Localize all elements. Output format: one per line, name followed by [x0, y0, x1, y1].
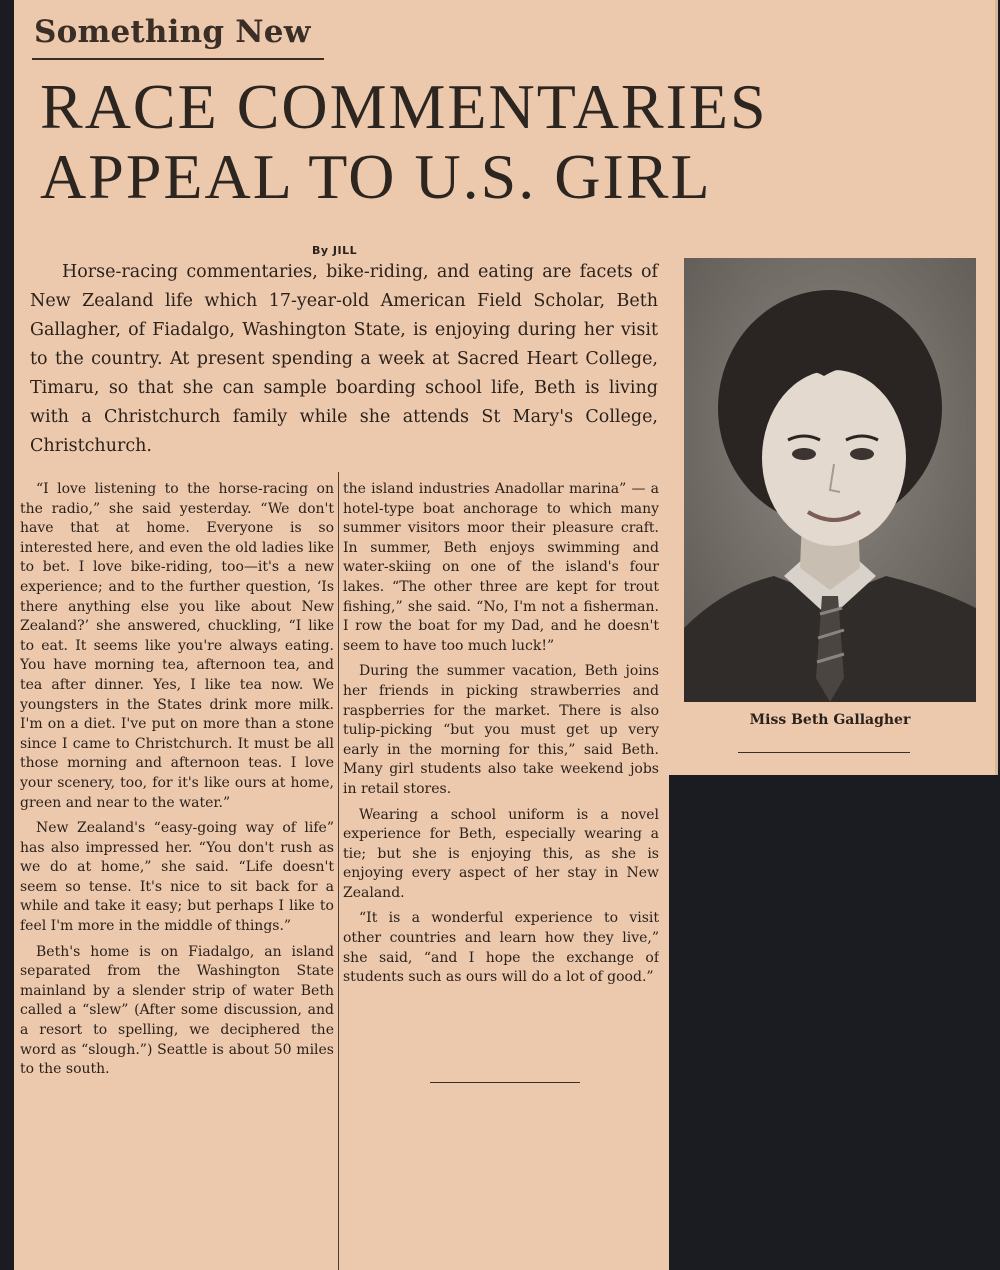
article-end-rule [430, 1082, 580, 1083]
paragraph: New Zealand's “easy-going way of life” has also impressed her. “You don't rush as we do at home,” she said. “Life doesn't seem so tense. It's nice to sit back for a while and take it easy; but perhaps I like to feel I'm more in the middle of things.” [20, 820, 334, 935]
column-divider [338, 472, 339, 1270]
photo-caption: Miss Beth Gallagher [749, 712, 911, 728]
article-column-middle [343, 480, 659, 1100]
portrait-photo [684, 258, 976, 702]
headline-line-2: APPEAL TO U.S. GIRL [40, 141, 712, 212]
paragraph: Wearing a school uniform is a novel experience for Beth, especially wearing a tie; but she is enjoying this, as she is enjoying every aspect of her stay in New Zealand. [343, 806, 659, 901]
headline-line-1: RACE COMMENTARIES [40, 71, 768, 142]
paragraph: “It is a wonderful experience to visit other countries and learn how they live,” she said, “and I hope the exchange of students such as ours will do a lot of good.” [343, 910, 659, 986]
kicker-underline [32, 58, 324, 60]
paragraph: the island industries Anadollar marina” — a hotel-type boat anchorage to which many summer visitors moor their pleasure craft. In summer, Beth enjoys swimming and water-skiing on one of the island's four lakes. “The other three are kept for trout fishing,” she said. “No, I'm not a fisherman. I row the boat for my Dad, and he doesn't seem to have too much luck!” [343, 481, 659, 654]
portrait-illustration [684, 258, 976, 702]
byline: By JILL [312, 244, 358, 257]
lead-paragraph: Horse-racing commentaries, bike-riding, and eating are facets of New Zealand life which 17-year-old American Field Scholar, Beth Gallagher, of Fiadalgo, Washington State, is enjoying during her visit to the country. At present spending a week at Sacred Heart College, Timaru, so that she can sample boarding school life, Beth is living with a Christchurch family while she attends St Mary's College, Christchurch. [30, 262, 658, 456]
headline [40, 72, 940, 212]
paragraph: “I love listening to the horse-racing on the radio,” she said yesterday. “We don't have that at home. Everyone is so interested here, and even the old ladies like to bet. I love bike-riding, too—it's a new experience; and to the further question, ‘Is there anything else you like about New Zealand?’ she answered, chuckling, “I like to eat. It seems like you're always eating. You have morning tea, afternoon tea, and tea after dinner. Yes, I like tea now. We youngsters in the States drink more milk. I'm on a diet. I've put on more than a stone since I came to Christchurch. It must be all those morning and afternoon teas. I love your scenery, too, for it's like ours at home, green and near to the water.” [20, 481, 334, 811]
caption-rule [738, 752, 910, 753]
paragraph: During the summer vacation, Beth joins her friends in picking strawberries and raspberries for the market. There is also tulip-picking “but you must get up very early in the morning for this,” said Beth. Many girl students also take weekend jobs in retail stores. [343, 663, 659, 797]
paragraph: Beth's home is on Fiadalgo, an island separated from the Washington State mainland by a slender strip of water Beth called a “slew” (After some discussion, and a resort to spelling, we deciphered the word as “slough.”) Seattle is about 50 miles to the south. [20, 943, 334, 1078]
article-column-left [20, 480, 334, 1270]
kicker-label: Something New [34, 14, 311, 50]
